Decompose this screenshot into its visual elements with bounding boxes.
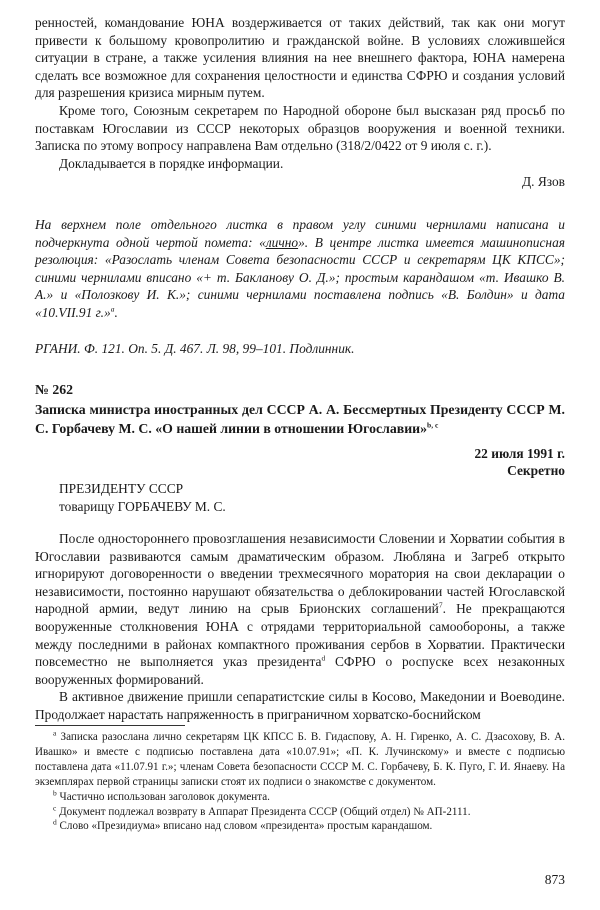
- document-body: [35, 530, 565, 724]
- footnote-a: $^a$ Записка разослана лично секретарям ЦК КПСС Б. В. Гидаспову, А. Н. Гиренко, А. С. Дзасохову, В. А. Ивашко» и вместе с подписью поставлена дата «10.07.91»; «П. К. Лучинскому» и вместе с подписью поставлена дата «11.07.91 г.»; членам Совета безопасности СССР М. С. Горбачеву, Б. К. Пуго, Г. И. Янаеву. На экземплярах первой страницы записки стоят их подписи о знакомстве с документом.: [35, 728, 565, 788]
- footnote-ref-d: d: [321, 653, 326, 663]
- signature: Д. Язов: [522, 174, 565, 190]
- page-number: 873: [544, 872, 565, 887]
- footnote-divider: [35, 725, 185, 726]
- underlined-mark: лично: [265, 234, 299, 250]
- addressee-line-1: ПРЕЗИДЕНТУ СССР: [59, 481, 184, 496]
- body-paragraph-2: В активное движение пришли сепаратистские силы в Косово, Македонии и Воеводине. Продолжает нарастать напряженность в приграничном хорватско-боснийском: [35, 689, 565, 722]
- paragraph-weapons-request: Кроме того, Союзным секретарем по Народной обороне был высказан ряд просьб по поставкам Югославии из СССР некоторых образцов вооружения и военной техники. Записка по этому вопросу направлена Вам отдельно (318/2/0422 от 9 июля с. г.).: [35, 102, 565, 154]
- addressee: [59, 480, 559, 515]
- footnote-ref-a: a: [110, 304, 115, 314]
- classification-label: Секретно: [507, 463, 565, 479]
- addressee-line-2: товарищу ГОРБАЧЕВУ М. С.: [59, 498, 226, 514]
- document-date: 22 июля 1991 г.: [474, 445, 565, 461]
- archival-note-text: На верхнем поле отдельного листка в правом углу синими чернилами написана и подчеркнута одной чертой помета: «лично». В центре листка имеется машинописная резолюция: «Разослать членам Совета безопасности СССР и секретарям ЦК КПСС»; синими чернилами вписано «+ т. Бакланову О. Д.»; простым карандашом «т. Ивашко В. А.» и «Полозкову И. К.»; синими чернилами поставлена подпись «В. Болдин» и дата «10.VII.91 г.»$^a$.: [35, 217, 566, 320]
- top-section: [35, 14, 565, 191]
- footnote-c: $^c$ Документ подлежал возврату в Аппарат Президента СССР (Общий отдел) № АП-2111.: [53, 802, 471, 818]
- paragraph-continuation: ренностей, командование ЮНА воздерживается от таких действий, так как они могут привести к большому кровопролитию и гражданской войне. В условиях сложившейся ситуации в стране, а также усиления влияния на нее внешнего фактора, ЮНА намерена сделать все возможное для сохранения целостности и единства СФРЮ и создания условий для разрешения кризиса мирным путем.: [35, 15, 565, 101]
- paragraph-report-note: Докладывается в порядке информации.: [59, 155, 284, 171]
- document-title: Записка министра иностранных дел СССР А. А. Бессмертных Президенту СССР М. С. Горбачеву М. С. «О нашей линии в отношении Югославии»$^{b, c}$: [35, 401, 565, 436]
- body-paragraph-1: После одностороннего провозглашения независимости Словении и Хорватии события в Югославии развиваются самым драматическим образом. Любляна и Загреб открыто игнорируют договоренности о введении трехмесячного моратория на свои декларации о независимости, постоянно нарушают обязательства о деблокировании частей Югославской народной армии, ведут линию на срыв Брионских соглашений$^7$. Не прекращаются вооруженные столкновения ЮНА с отрядами территориальной самообороны, а также между последними в районах компактного проживания сербов в Хорватии. Практически повсеместно не выполняется указ президента$^d$ СФРЮ о роспуске всех незаконных вооруженных формирований.: [35, 531, 566, 687]
- archival-note: [35, 216, 565, 357]
- document-header: [35, 380, 565, 480]
- footnote-d: $^d$ Слово «Президиума» вписано над словом «президента» простым карандашом.: [53, 817, 433, 833]
- document-number: № 262: [35, 382, 74, 397]
- footnote-ref-7: 7: [438, 600, 443, 610]
- footnotes: [35, 730, 565, 834]
- footnote-ref-bc: b, c: [427, 420, 439, 430]
- footnote-b: $^b$ Частично использован заголовок документа.: [53, 787, 270, 803]
- archival-source: РГАНИ. Ф. 121. Оп. 5. Д. 467. Л. 98, 99–101. Подлинник.: [35, 340, 355, 356]
